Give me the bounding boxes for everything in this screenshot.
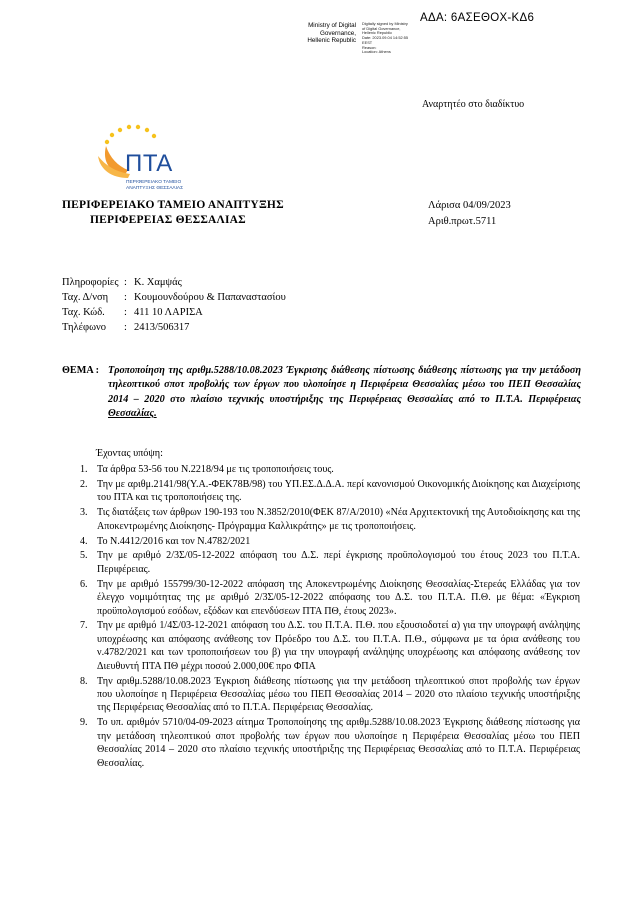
ada-code: ΑΔΑ: 6ΑΣΕΘΟΧ-ΚΔ6 (420, 12, 535, 24)
contact-value: 411 10 ΛΑΡΙΣΑ (134, 307, 203, 318)
signature-line: Digitally signed by Ministry (362, 21, 408, 26)
subject-text-underlined: Θεσσαλίας. (108, 407, 157, 419)
list-item: 1. Τα άρθρα 53-56 του Ν.2218/94 με τις τροποποιήσεις τους. (80, 464, 334, 475)
subject-text: Τροποποίηση της αριθμ.5288/10.08.2023 Έγκρισης διάθεσης πίστωσης διάθεσης πίστωσης για την μετάδοση τηλεοπτικού σποτ προβολής των έργων που υλοποίησε η Περιφέρεια Θεσσαλίας μέσω του ΠΕΠ Θεσσαλίας 2014 – 2020 στο πλαίσιο τεχνικής υποστήριξης της Περιφέρειας Θεσσαλίας από το Π.Τ.Α. Περιφέρειας Θεσσαλίας. (108, 365, 581, 419)
contact-label: Ταχ. Δ/νση (62, 292, 109, 303)
signature-line: EEST (362, 39, 373, 45)
protocol-number: Αριθ.πρωτ.5711 (428, 216, 497, 227)
posted-notice: Αναρτητέο στο διαδίκτυο (422, 99, 525, 110)
logo-text: ΠΤΑ (125, 150, 173, 177)
list-item: 9. Το υπ. αριθμόν 5710/04-09-2023 αίτημα Τροποποίησης της αριθμ.5288/10.08.2023 Έγκρισης διάθεσης πίστωσης για την μετάδοση τηλεοπτικού σποτ προβολής των έργων που υλοποίησε η Περιφέρεια Θεσσαλίας μέσω του ΠΕΠ Θεσσαλίας 2014 – 2020 στο πλαίσιο τεχνικής υποστήριξης της Περιφέρειας Θεσσαλίας από το Π.Τ.Α. Περιφέρειας Θεσσαλίας. (80, 717, 580, 769)
digital-signature-organization (284, 22, 356, 45)
subject-label: ΘΕΜΑ : (62, 365, 100, 376)
signature-line: Reason: (362, 44, 377, 50)
digital-signature-details (362, 22, 432, 55)
signature-line: of Digital Governance, (362, 25, 401, 31)
document-date: Λάρισα 04/09/2023 (428, 200, 511, 211)
list-item: 6. Την με αριθμό 155799/30-12-2022 απόφαση της Αποκεντρωμένης Διοίκησης Θεσσαλίας-Στερεάς Ελλάδας για τον έλεγχο νομιμότητας της με αριθμό 2/3Σ/05-12-2022 απόφασης του Δ.Σ. του Π.Τ.Α. Π.Θ. με θέμα: «Έγκριση προϋπολογισμού εσόδων, εξόδων και επενδύσεων ΠΤΑ ΠΘ, έτους 2023». (80, 578, 580, 617)
list-item: 3. Τις διατάξεις των άρθρων 190-193 του Ν.3852/2010(ΦΕΚ 87/Α/2010) «Νέα Αρχιτεκτονική της Αυτοδιοίκησης και της Αποκεντρωμένης Διοίκησης- Πρόγραμμα Καλλικράτης» με τις τροποποιήσεις. (80, 507, 580, 532)
signer-line: Ministry of Digital (308, 22, 356, 29)
contact-label: Τηλέφωνο (62, 322, 106, 333)
considering-heading: Έχοντας υπόψη: (96, 448, 163, 459)
contact-row: Ταχ. Κώδ. : 411 10 ΛΑΡΙΣΑ (62, 307, 203, 318)
contact-label: Πληροφορίες (62, 277, 119, 288)
contact-row: Πληροφορίες : Κ. Χαμψάς (62, 277, 182, 288)
organization-name: ΠΕΡΙΦΕΡΕΙΑΚΟ ΤΑΜΕΙΟ ΑΝΑΠΤΥΞΗΣ (62, 199, 284, 211)
signer-line: Hellenic Republic (307, 37, 356, 45)
contact-row: Ταχ. Δ/νση : Κουμουνδούρου & Παπαναστασίου (62, 292, 286, 303)
contact-label: Ταχ. Κώδ. (62, 307, 105, 318)
signature-line: Hellenic Republic (362, 30, 393, 36)
subject-block (62, 364, 581, 421)
contact-value: 2413/506317 (134, 322, 190, 333)
signature-line: Date: 2023.09.04 14:52:55 (362, 35, 409, 41)
list-item: 4. Το Ν.4412/2016 και τον Ν.4782/2021 (80, 535, 251, 547)
contact-row: Τηλέφωνο : 2413/506317 (62, 322, 190, 333)
contact-value: Κ. Χαμψάς (134, 277, 182, 288)
signer-line: Governance, (319, 29, 356, 37)
list-item: 8. Την αριθμ.5288/10.08.2023 Έγκριση διάθεσης πίστωσης για την μετάδοση τηλεοπτικού σποτ προβολής των έργων που υλοποίησε η Περιφέρεια Θεσσαλίας μέσω του ΠΕΠ Θεσσαλίας 2014 – 2020 στο πλαίσιο τεχνικής υποστήριξης της Περιφέρειας Θεσσαλίας από το Π.Τ.Α. Περιφέρειας Θεσσαλίας. (80, 675, 580, 714)
contact-value: Κουμουνδούρου & Παπαναστασίου (134, 292, 286, 303)
list-item: 7. Την με αριθμό 1/4Σ/03-12-2021 απόφαση του Δ.Σ. του Π.Τ.Α. Π.Θ. που εξουσιοδοτεί α) για την υπογραφή ανάληψης υποχρέωσης και απόφασης ανάθεσης τον Πρόεδρο του Δ.Σ. του Π.Τ.Α. Π.Θ., σύμφωνα με τα όρια ανάθεσης του ν.4782/2021 και των τροποποιήσεων του β) για την υπογραφή ανάληψης υποχρέωσης και απόφασης ανάθεσης τον Διευθυντή ΠΤΑ ΠΘ μέχρι ποσού 2.000,00€ προ ΦΠΑ (80, 620, 580, 672)
organization-region: ΠΕΡΙΦΕΡΕΙΑΣ ΘΕΣΣΑΛΙΑΣ (90, 214, 246, 226)
logo-subtitle: ΠΕΡΙΦΕΡΕΙΑΚΟ ΤΑΜΕΙΟ ΑΝΑΠΤΥΞΗΣ ΘΕΣΣΑΛΙΑΣ (126, 180, 184, 191)
list-item: 5. Την με αριθμό 2/3Σ/05-12-2022 απόφαση του Δ.Σ. περί έγκρισης προϋπολογισμού του έτους 2023 του Π.Τ.Α. Περιφέρειας. (80, 550, 580, 575)
signature-line: Location: Athens (362, 49, 391, 55)
considerations-list (80, 463, 580, 771)
list-item: 2. Την με αριθμ.2141/98(Υ.Α.-ΦΕΚ78Β/98) του ΥΠ.ΕΣ.Δ.Δ.Α. περί κανονισμού Οικονομικής Διοίκησης και Διαχείρισης του ΠΤΑ και τις τροποποιήσεις της. (80, 478, 580, 504)
